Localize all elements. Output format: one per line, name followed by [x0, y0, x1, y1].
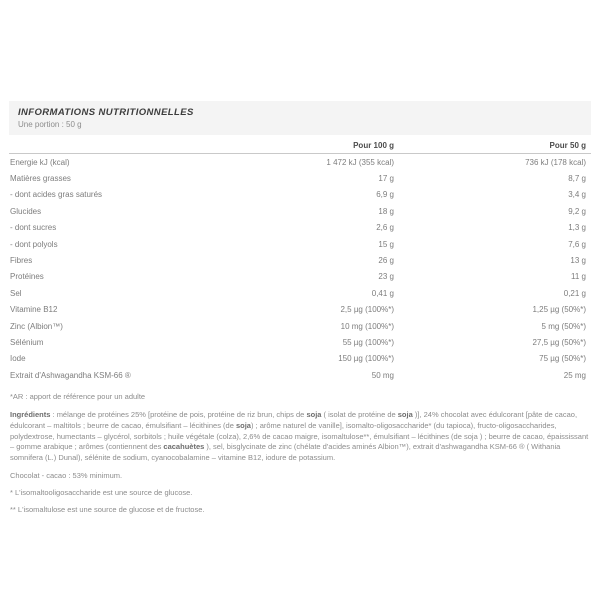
- ingredient-bold-term: cacahuètes: [163, 442, 205, 452]
- nutrient-label: Energie kJ (kcal): [10, 157, 70, 167]
- table-row: [9, 351, 591, 367]
- ingredient-bold-term: soja: [397, 410, 413, 420]
- reference-note: *AR : apport de référence pour un adulte: [10, 392, 146, 402]
- value-per-100g: 55 µg (100%*): [342, 337, 394, 347]
- table-row: [9, 187, 591, 203]
- nutrition-table-body: [9, 154, 591, 383]
- value-per-50g: 25 mg: [563, 370, 586, 380]
- portion-subtitle: Une portion : 50 g: [18, 120, 82, 129]
- nutrient-label: Zinc (Albion™): [10, 321, 63, 331]
- nutrient-label: - dont polyols: [10, 239, 58, 249]
- nutrition-table-header-row: [9, 138, 591, 154]
- table-row: [9, 285, 591, 301]
- nutrient-label: Sélénium: [10, 337, 44, 347]
- value-per-100g: 18 g: [378, 206, 394, 216]
- nutrient-label: Extrait d'Ashwagandha KSM-66 ®: [10, 370, 131, 380]
- header-per-50g: Pour 50 g: [549, 141, 586, 150]
- nutrient-label: Vitamine B12: [10, 305, 58, 315]
- value-per-50g: 736 kJ (178 kcal): [525, 157, 586, 167]
- value-per-50g: 0,21 g: [563, 288, 586, 298]
- value-per-50g: 3,4 g: [568, 190, 586, 200]
- footnote-isomaltulose: ** L'isomaltulose est une source de glucose et de fructose.: [10, 505, 205, 515]
- table-row: [9, 318, 591, 334]
- nutrient-label: Iode: [10, 354, 26, 364]
- nutrient-label: Glucides: [10, 206, 42, 216]
- value-per-100g: 150 µg (100%*): [338, 354, 394, 364]
- nutrient-label: Fibres: [10, 256, 33, 266]
- footnote-isomaltooligosaccharide: * L'isomaltooligosaccharide est une source de glucose.: [10, 488, 193, 498]
- table-row: [9, 269, 591, 285]
- nutrition-header-band: [9, 101, 591, 135]
- value-per-100g: 6,9 g: [376, 190, 394, 200]
- value-per-100g: 2,6 g: [376, 223, 394, 233]
- table-row: [9, 252, 591, 268]
- table-row: [9, 236, 591, 252]
- nutrient-label: Sel: [10, 288, 22, 298]
- value-per-100g: 23 g: [378, 272, 394, 282]
- ingredient-bold-term: soja: [306, 410, 322, 420]
- value-per-50g: 7,6 g: [568, 239, 586, 249]
- table-row: [9, 367, 591, 383]
- value-per-100g: 17 g: [378, 174, 394, 184]
- value-per-50g: 9,2 g: [568, 206, 586, 216]
- value-per-100g: 50 mg: [371, 370, 394, 380]
- value-per-50g: 1,3 g: [568, 223, 586, 233]
- value-per-50g: 75 µg (50%*): [539, 354, 586, 364]
- table-row: [9, 302, 591, 318]
- value-per-50g: 13 g: [570, 256, 586, 266]
- value-per-100g: 1 472 kJ (355 kcal): [326, 157, 394, 167]
- nutrient-label: Matières grasses: [10, 174, 71, 184]
- table-row: [9, 170, 591, 186]
- table-row: [9, 203, 591, 219]
- nutrition-table: [9, 138, 591, 383]
- ingredient-text: : mélange de protéines 25% [protéine de pois, protéine de riz brun, chips de: [50, 410, 307, 420]
- value-per-50g: 11 g: [571, 272, 586, 282]
- value-per-100g: 26 g: [378, 256, 394, 266]
- value-per-100g: 2,5 µg (100%*): [340, 305, 394, 315]
- nutrient-label: - dont sucres: [10, 223, 57, 233]
- header-per-100g: Pour 100 g: [353, 141, 394, 150]
- nutrient-label: Protéines: [10, 272, 44, 282]
- table-row: [9, 334, 591, 350]
- table-row: [9, 220, 591, 236]
- value-per-50g: 8,7 g: [568, 174, 586, 184]
- value-per-50g: 27,5 µg (50%*): [532, 337, 586, 347]
- table-row: [9, 154, 591, 170]
- panel-title: INFORMATIONS NUTRITIONNELLES: [18, 107, 194, 118]
- ingredient-text: ( isolat de protéine de: [321, 410, 398, 420]
- ingredient-text: ) ; arôme naturel de vanille], isomalto-oligosaccharide* (du tapioca), fructo-oligosaccharides, polydextrose, humectants – glycérol, sorbitols ; huile végétale (colza), 2,6% de cacao maigre, isomaltulose**, émulsifiant – lécithines (de soja ) ; beurre de cacao, épaississant – gomme arabique ; arômes (contiennent des: [10, 421, 589, 452]
- nutrient-label: - dont acides gras saturés: [10, 190, 103, 200]
- ingredient-text: )], 24% chocolat avec édulcorant [pâte de cacao, édulcorant – maltitols ; beurre de cacao, émulsifiant – lécithines (de: [10, 410, 578, 431]
- value-per-100g: 10 mg (100%*): [340, 321, 394, 331]
- value-per-100g: 0,41 g: [371, 288, 394, 298]
- value-per-50g: 5 mg (50%*): [541, 321, 586, 331]
- ingredient-bold-term: soja: [235, 421, 251, 431]
- chocolate-note: Chocolat - cacao : 53% minimum.: [10, 471, 123, 481]
- value-per-100g: 15 g: [378, 239, 394, 249]
- ingredient-bold-term: Ingrédients: [10, 410, 51, 420]
- value-per-50g: 1,25 µg (50%*): [532, 305, 586, 315]
- nutrition-panel: [9, 101, 591, 514]
- ingredients-paragraph: [9, 410, 591, 463]
- ingredient-text: ), sel, bisglycinate de zinc (chélate d'acides aminés Albion™), extrait d'ashwagandha KSM-66 ® ( Withania somnifera (L.) Dunal), sélénite de sodium, cyanocobalamine – vitamine B12, iodure de potassium.: [10, 442, 561, 462]
